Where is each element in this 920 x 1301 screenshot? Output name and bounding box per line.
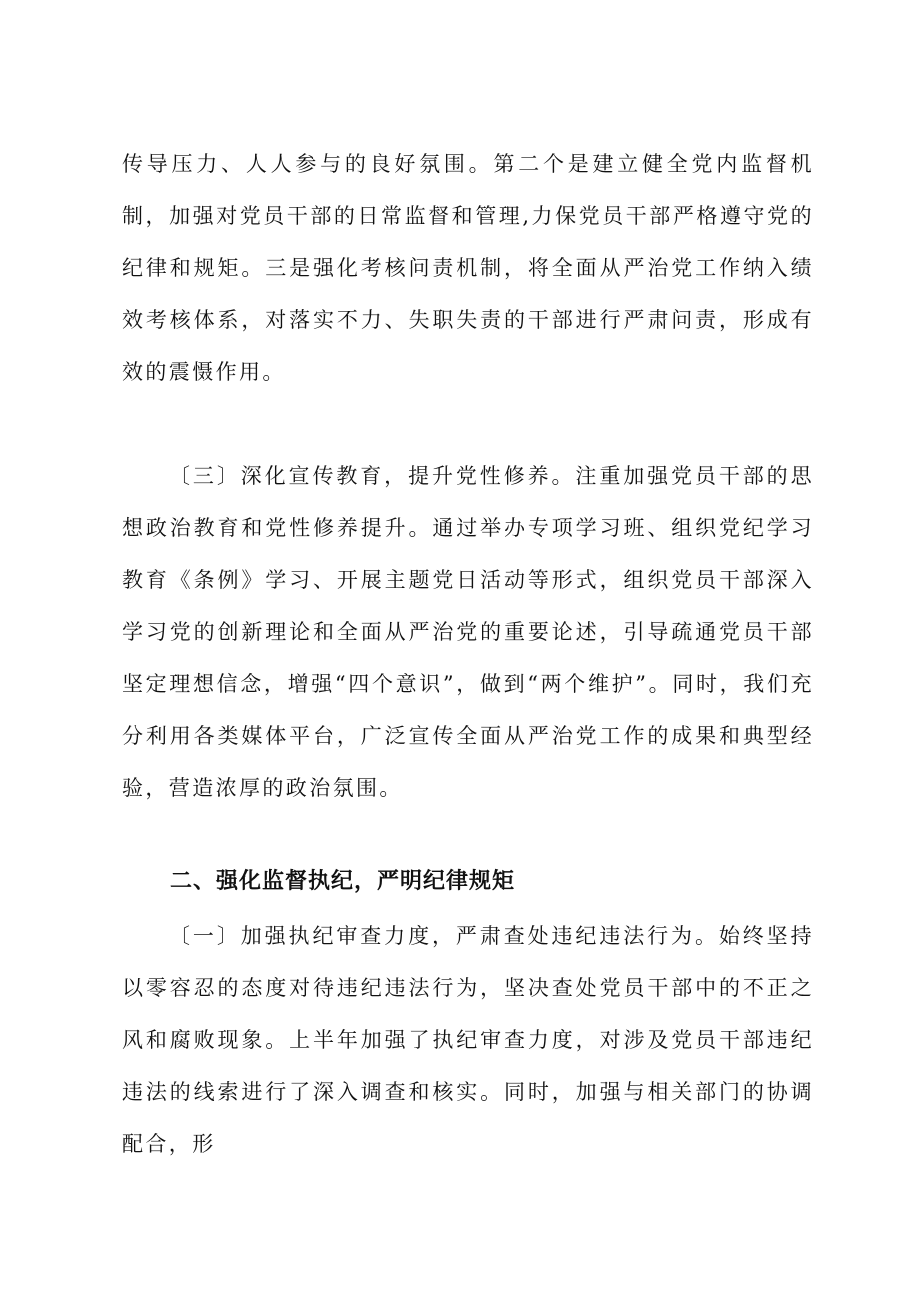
body-paragraph-publicity-education: 〔三〕深化宣传教育，提升党性修养。注重加强党员干部的思想政治教育和党性修养提升。通过举办专项学习班、组织党纪学习教育《条例》学习、开展主题党日活动等形式，组织党员干部深入学习党的创新理论和全面从严治党的重要论述，引导疏通党员干部坚定理想信念，增强“四个意识”，做到“两个维护”。同时，我们充分利用各类媒体平台，广泛宣传全面从严治党工作的成果和典型经验，营造浓厚的政治氛围。 — [122, 464, 814, 800]
body-paragraph-discipline-review: 〔一〕加强执纪审查力度，严肃查处违纪违法行为。始终坚持以零容忍的态度对待违纪违法行为，坚决查处党员干部中的不正之风和腐败现象。上半年加强了执纪审查力度，对涉及党员干部违纪违法的线索进行了深入调查和核实。同时，加强与相关部门的协调配合，形 — [122, 924, 814, 1156]
body-paragraph-continuation: 传导压力、人人参与的良好氛围。第二个是建立健全党内监督机制，加强对党员干部的日常监督和管理,力保党员干部严格遵守党的纪律和规矩。三是强化考核问责机制，将全面从严治党工作纳入绩效考核体系，对落实不力、失职失责的干部进行严肃问责，形成有效的震慑作用。 — [122, 152, 814, 384]
section-heading: 二、强化监督执纪，严明纪律规矩 — [170, 869, 516, 894]
